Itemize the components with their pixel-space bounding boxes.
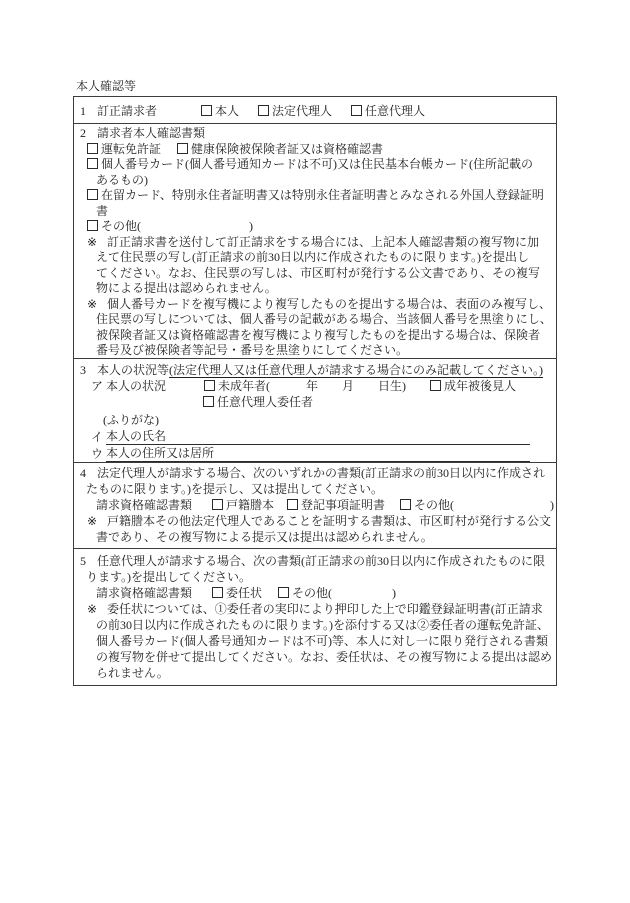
voluntary-representative-checkbox-item[interactable] [351, 102, 425, 119]
note-mail-request-line-3: てください。なお、住民票の写しは、市区町村が発行する公文書であり、その複写 [96, 265, 541, 280]
status-options-line [74, 378, 556, 394]
note-legal-docs-line-1 [74, 513, 556, 529]
minor-checkbox-icon[interactable] [204, 380, 215, 391]
row-legal-representative-docs [74, 462, 556, 548]
legal-representative-label: 法定代理人 [272, 103, 333, 118]
other-legal-doc-label: その他( ) [414, 498, 555, 512]
page-title: 本人確認等 [76, 79, 137, 93]
docs-label: 請求資格確認書類 [96, 586, 193, 600]
voluntary-rep-line-2: ります。)を提出してください。 [86, 570, 252, 584]
note-poa-line-4: の複写物を併せて提出してください。なお、委任状は、その複写物による提出は認め [96, 650, 553, 664]
family-register-checkbox-icon[interactable] [212, 499, 223, 510]
note-poa-line-1 [74, 601, 556, 617]
voluntary-representative-label: 任意代理人 [365, 103, 426, 118]
legal-rep-line-1 [74, 465, 556, 481]
row-number: 5 [80, 554, 86, 568]
family-register-checkbox-item[interactable] [212, 497, 274, 513]
principal-status-heading [74, 362, 556, 378]
note-mail-request-text: 訂正請求書を送付して訂正請求をする場合には、上記本人確認書類の複写物に加 [107, 234, 540, 249]
legal-rep-line-2: たものに限ります。)を提示し、又は提出してください。 [86, 482, 384, 496]
power-of-attorney-label: 委任状 [226, 586, 263, 600]
adult-ward-checkbox-item[interactable] [430, 378, 516, 394]
note-copy-rules-line-3: 被保険者証又は資格確認書を複写機により複写したものを提出する場合は、保険者 [96, 327, 541, 342]
principal-status-heading-label: 本人の状況等 [97, 363, 170, 377]
other-document-label: その他( ) [101, 219, 253, 233]
registration-certificate-label: 登記事項証明書 [301, 498, 386, 512]
principal-checkbox-item[interactable] [201, 102, 239, 119]
row-principal-status [74, 358, 556, 462]
name-field[interactable] [106, 428, 530, 445]
residence-card-label: 在留カード、特別永住者証明書又は特別永住者証明書とみなされる外国人登録証明 [101, 188, 544, 202]
minor-label: 未成年者( 年 月 日生) [218, 379, 407, 393]
row-voluntary-representative-docs [74, 548, 556, 685]
power-of-attorney-checkbox-item[interactable] [212, 585, 262, 601]
note-poa-text: 委任状については、①委任者の実印により押印した上で印鑑登録証明書(訂正請求 [107, 602, 543, 616]
mynumber-card-checkbox-item[interactable] [74, 157, 556, 173]
drivers-license-label: 運転免許証 [101, 141, 162, 156]
note-legal-docs-line-2: 書であり、その複写物による提示又は提出は認められません。 [96, 530, 433, 544]
row-number: 3 [80, 363, 86, 377]
voluntary-representative-checkbox-icon[interactable] [351, 105, 362, 116]
voluntary-delegator-checkbox-item[interactable] [74, 394, 556, 410]
family-register-label: 戸籍謄本 [226, 498, 275, 512]
note-mail-request-line-4: 物による提出は認められません。 [96, 281, 277, 295]
name-field-line [74, 428, 556, 445]
note-legal-docs-text: 戸籍謄本その他法定代理人であることを証明する書類は、市区町村が発行する公文 [107, 514, 552, 528]
row-number: 2 [80, 126, 86, 140]
other-legal-doc-checkbox-icon[interactable] [400, 499, 411, 510]
mynumber-card-checkbox-icon[interactable] [87, 158, 98, 169]
note-poa-line-2: の前30日以内に作成されたものに限ります。)を添付する又は②委任者の運転免許証、 [96, 618, 550, 632]
other-voluntary-doc-checkbox-icon[interactable] [278, 587, 289, 598]
drivers-license-checkbox-item[interactable] [87, 142, 161, 158]
row-number: 4 [80, 466, 86, 480]
health-insurance-checkbox-icon[interactable] [177, 143, 188, 154]
residence-card-checkbox-icon[interactable] [87, 189, 98, 200]
legal-rep-text-1: 法定代理人が請求する場合、次のいずれかの書類(訂正請求の前30日以内に作成され [97, 466, 545, 480]
other-voluntary-doc-checkbox-item[interactable] [278, 585, 396, 601]
adult-ward-checkbox-icon[interactable] [430, 380, 441, 391]
note-copy-rules-line-1 [74, 297, 556, 313]
name-field-label: 本人の氏名 [106, 429, 167, 443]
health-insurance-label: 健康保険被保険者証又は資格確認書 [191, 141, 384, 156]
note-mail-request-line-1 [74, 235, 556, 251]
note-copy-rules-line-2: 住民票の写しについては、個人番号の記載がある場合、当該個人番号を黒塗りにし、 [96, 312, 552, 326]
voluntary-rep-line-1 [74, 553, 556, 569]
note-icon: ※ [87, 296, 98, 311]
row-requester-type [74, 97, 556, 123]
identity-documents-heading [74, 126, 556, 142]
requester-type-label: 訂正請求者 [97, 103, 158, 118]
voluntary-delegator-label: 任意代理人委任者 [217, 395, 314, 409]
legal-rep-docs-line [74, 497, 556, 513]
other-legal-doc-checkbox-item[interactable] [400, 497, 554, 513]
note-mail-request-line-2: えて住民票の写し(訂正請求の前30日以内に作成されたものに限ります。)を提出し [96, 250, 530, 264]
mynumber-card-label: 個人番号カード(個人番号通知カードは不可)又は住民基本台帳カード(住所記載の [101, 157, 533, 171]
item-a-marker: ア [91, 379, 104, 393]
legal-representative-checkbox-item[interactable] [258, 102, 332, 119]
drivers-license-checkbox-icon[interactable] [87, 143, 98, 154]
note-poa-line-3: 個人番号カード(個人番号通知カードは不可)等、本人に対し一に限り発行される書類 [96, 634, 548, 648]
minor-checkbox-item[interactable] [204, 378, 406, 394]
furigana-label: (ふりがな) [103, 413, 159, 427]
registration-certificate-checkbox-icon[interactable] [287, 499, 298, 510]
note-copy-rules-text: 個人番号カードを複写機により複写したものを提出する場合は、表面のみ複写し、 [107, 296, 552, 311]
note-icon: ※ [87, 234, 98, 249]
note-icon: ※ [87, 602, 98, 616]
other-document-checkbox-item[interactable] [74, 219, 556, 235]
voluntary-rep-text-1: 任意代理人が請求する場合、次の書類(訂正請求の前30日以内に作成されたものに限 [97, 554, 545, 568]
principal-checkbox-icon[interactable] [201, 105, 212, 116]
address-field[interactable] [106, 445, 530, 462]
residence-card-checkbox-item[interactable] [74, 188, 556, 204]
other-document-checkbox-icon[interactable] [87, 220, 98, 231]
other-voluntary-doc-label: その他( ) [292, 586, 397, 600]
principal-status-heading-note: (法定代理人又は任意代理人が請求する場合にのみ記載してください。) [169, 363, 544, 377]
residence-card-label-cont: 書 [96, 203, 109, 218]
status-label: 本人の状況 [106, 379, 167, 393]
requester-type-line [74, 102, 425, 119]
item-i-marker: イ [91, 430, 104, 444]
health-insurance-checkbox-item[interactable] [177, 142, 383, 158]
note-icon: ※ [87, 514, 98, 528]
legal-representative-checkbox-icon[interactable] [258, 105, 269, 116]
adult-ward-label: 成年被後見人 [444, 379, 517, 393]
power-of-attorney-checkbox-icon[interactable] [212, 587, 223, 598]
address-field-line [74, 445, 556, 462]
item-u-marker: ウ [91, 447, 104, 461]
row-identity-documents [74, 123, 556, 358]
identity-documents-heading-label: 請求者本人確認書類 [97, 126, 206, 140]
principal-label: 本人 [215, 103, 240, 118]
note-copy-rules-line-4: 番号及び被保険者等記号・番号を黒塗りにしてください。 [96, 343, 409, 357]
mynumber-card-label-cont: あるもの) [96, 172, 148, 187]
docs-label: 請求資格確認書類 [96, 498, 193, 512]
voluntary-delegator-checkbox-icon[interactable] [203, 396, 214, 407]
address-field-label: 本人の住所又は居所 [106, 446, 215, 460]
row-number: 1 [80, 103, 86, 118]
verification-table [73, 96, 557, 686]
registration-certificate-checkbox-item[interactable] [287, 497, 385, 513]
document-options-line-1 [74, 142, 556, 158]
voluntary-rep-docs-line [74, 585, 556, 601]
note-poa-line-5: られません。 [96, 666, 169, 680]
